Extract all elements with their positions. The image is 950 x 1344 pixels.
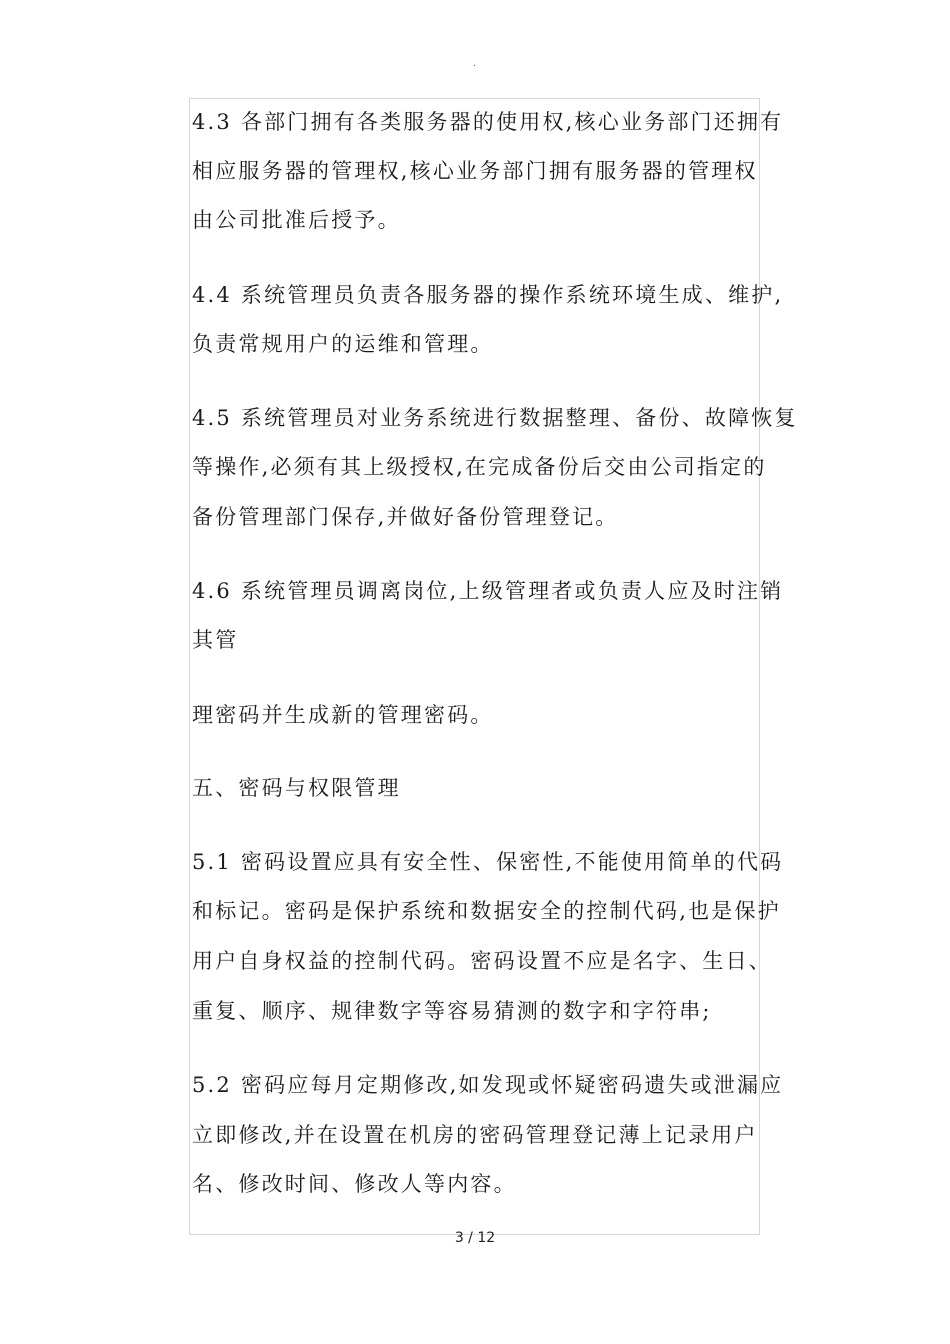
paragraph-4-3-line-3: 由公司批准后授予。 — [192, 208, 401, 232]
paragraph-5-1-line-4: 重复、顺序、规律数字等容易猜测的数字和字符串; — [192, 999, 712, 1023]
paragraph-5-1-line-2: 和标记。密码是保护系统和数据安全的控制代码,也是保护 — [192, 899, 781, 923]
paragraph-5-1-line-1: 5.1 密码设置应具有安全性、保密性,不能使用简单的代码 — [192, 850, 784, 874]
paragraph-4-5-line-2: 等操作,必须有其上级授权,在完成备份后交由公司指定的 — [192, 455, 767, 479]
paragraph-4-5-line-3: 备份管理部门保存,并做好备份管理登记。 — [192, 505, 619, 529]
paragraph-4-6-line-2: 其管 — [192, 628, 239, 652]
paragraph-5-2-line-2: 立即修改,并在设置在机房的密码管理登记薄上记录用户 — [192, 1123, 758, 1147]
paragraph-5-2-line-1: 5.2 密码应每月定期修改,如发现或怀疑密码遗失或泄漏应 — [192, 1073, 784, 1097]
header-mark: . — [473, 58, 477, 69]
paragraph-4-6-line-1: 4.6 系统管理员调离岗位,上级管理者或负责人应及时注销 — [192, 579, 784, 603]
paragraph-4-3-line-2: 相应服务器的管理权,核心业务部门拥有服务器的管理权 — [192, 159, 758, 183]
section-heading: 五、密码与权限管理 — [192, 776, 401, 800]
paragraph-4-3-line-1: 4.3 各部门拥有各类服务器的使用权,核心业务部门还拥有 — [192, 110, 784, 134]
paragraph-5-2-line-3: 名、修改时间、修改人等内容。 — [192, 1172, 517, 1196]
paragraph-5-1-line-3: 用户自身权益的控制代码。密码设置不应是名字、生日、 — [192, 949, 772, 973]
page-frame — [189, 98, 760, 1235]
paragraph-continuation: 理密码并生成新的管理密码。 — [192, 703, 494, 727]
page-indicator: 3 / 12 — [454, 1230, 496, 1246]
paragraph-4-4-line-1: 4.4 系统管理员负责各服务器的操作系统环境生成、维护, — [192, 283, 784, 307]
paragraph-4-5-line-1: 4.5 系统管理员对业务系统进行数据整理、备份、故障恢复 — [192, 406, 798, 430]
paragraph-4-4-line-2: 负责常规用户的运维和管理。 — [192, 332, 494, 356]
